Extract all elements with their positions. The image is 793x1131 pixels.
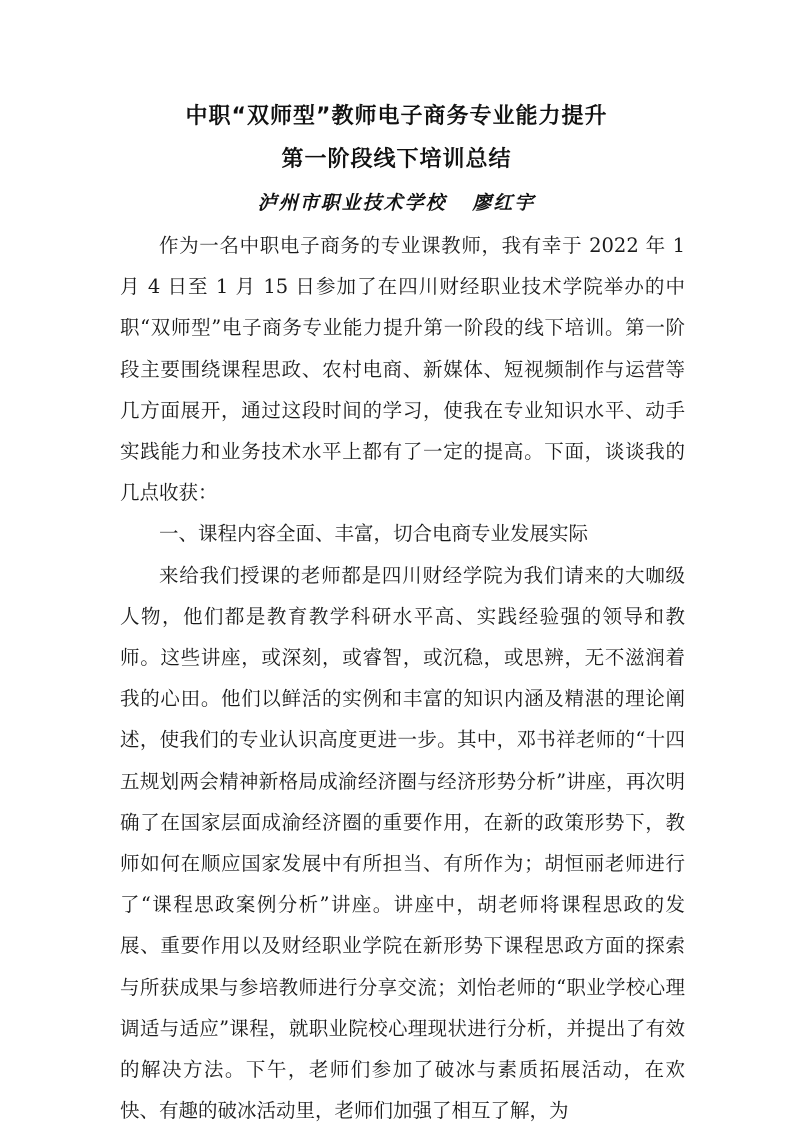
section-heading-1: 一、课程内容全面、丰富，切合电商专业发展实际 bbox=[159, 522, 589, 546]
document-body bbox=[120, 225, 685, 1131]
document-title-line-2: 第一阶段线下培训总结 bbox=[281, 147, 512, 172]
paragraph-intro: 作为一名中职电子商务的专业课教师，我有幸于 2022 年 1 月 4 日至 1 月 15 日参加了在四川财经职业技术学院举办的中职“双师型”电子商务专业能力提升第一阶段的线下培训。第一阶段主要围绕课程思政、农村电商、新媒体、短视频制作与运营等几方面展开，通过这段时间的学习，使我在专业知识水平、动手实践能力和业务技术水平上都有了一定的提高。下面，谈谈我的几点收获： bbox=[120, 234, 685, 505]
paragraph-section-1: 来给我们授课的老师都是四川财经学院为我们请来的大咖级人物，他们都是教育教学科研水平高、实践经验强的领导和教师。这些讲座，或深刻，或睿智，或沉稳，或思辨，无不滋润着我的心田。他们以鲜活的实例和丰富的知识内涵及精湛的理论阐述，使我们的专业认识高度更进一步。其中，邓书祥老师的“十四五规划两会精神新格局成渝经济圈与经济形势分析”讲座，再次明确了在国家层面成渝经济圈的重要作用，在新的政策形势下，教师如何在顺应国家发展中有所担当、有所作为；胡恒丽老师进行了“课程思政案例分析”讲座。讲座中，胡老师将课程思政的发展、重要作用以及财经职业学院在新形势下课程思政方面的探索与所获成果与参培教师进行分享交流；刘怡老师的“职业学校心理调适与适应”课程，就职业院校心理现状进行分析，并提出了有效的解决方法。下午，老师们参加了破冰与素质拓展活动，在欢快、有趣的破冰活动里，老师们加强了相互了解，为 bbox=[120, 563, 685, 1123]
document-author: 泸州市职业技术学校 廖红宇 bbox=[257, 192, 536, 214]
document-title-line-1: 中职“双师型”教师电子商务专业能力提升 bbox=[185, 104, 608, 129]
